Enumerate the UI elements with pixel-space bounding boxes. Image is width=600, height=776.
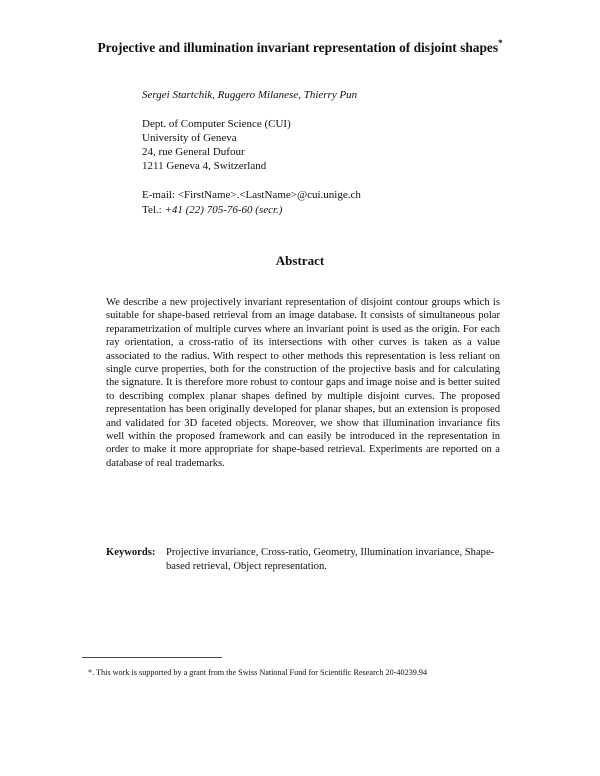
tel-line — [142, 203, 361, 218]
affiliation-line: 24, rue General Dufour — [142, 146, 245, 158]
affiliation-line: Dept. of Computer Science (CUI) — [142, 118, 291, 130]
abstract-heading: Abstract — [275, 253, 325, 268]
paper-title — [0, 40, 600, 56]
tel-number: +41 (22) 705-76-60 (secr.) — [164, 204, 283, 216]
abstract-body: We describe a new projectively invariant representation of disjoint contour groups which is suitable for shape-based retrieval from an image database. It consists of simultaneous polar reparametrization of multiple curves where an invariant point is used as the origin. For each ray orientation, a cross-ratio of its intersections with other curves is taken as a value associated to the radius. With respect to other methods this representation is less reliant on single curve properties, both for the construction of the projective basis and for calculating the signature. It is therefore more robust to contour gaps and image noise and is better suited to describing complex planar shapes defined by multiple disjoint curves. The proposed representation has been originally developed for planar shapes, but an extension is proposed and validated for 3D faceted objects. Moreover, we show that illumination invariance fits well within the proposed framework and can easily be introduced in the representation in order to make it more appropriate for shape-based retrieval. Experiments are reported on a database of real trademarks. — [106, 297, 500, 469]
author-list: Sergei Startchik, Ruggero Milanese, Thierry Pun — [142, 89, 358, 101]
keywords-text: Projective invariance, Cross-ratio, Geometry, Illumination invariance, Shape-based retrieval, Object representation. — [166, 547, 495, 572]
footnote-text: *. This work is supported by a grant from the Swiss National Fund for Scientific Research 20-40239.94 — [88, 668, 428, 677]
affiliation-block — [142, 117, 291, 173]
title-footnote-marker: * — [498, 38, 503, 48]
footnote-divider — [82, 657, 222, 658]
email-label: E-mail: — [142, 189, 178, 201]
email-address: <FirstName>.<LastName>@cui.unige.ch — [177, 189, 361, 201]
email-line — [142, 188, 361, 203]
affiliation-line: 1211 Geneva 4, Switzerland — [142, 160, 267, 172]
affiliation-line: University of Geneva — [142, 132, 237, 144]
paper-title-text: Projective and illumination invariant representation of disjoint shapes — [97, 40, 499, 55]
contact-block — [142, 188, 361, 218]
keywords-block — [106, 546, 526, 574]
tel-label: Tel.: — [142, 204, 165, 216]
keywords-label: Keywords: — [106, 547, 156, 558]
